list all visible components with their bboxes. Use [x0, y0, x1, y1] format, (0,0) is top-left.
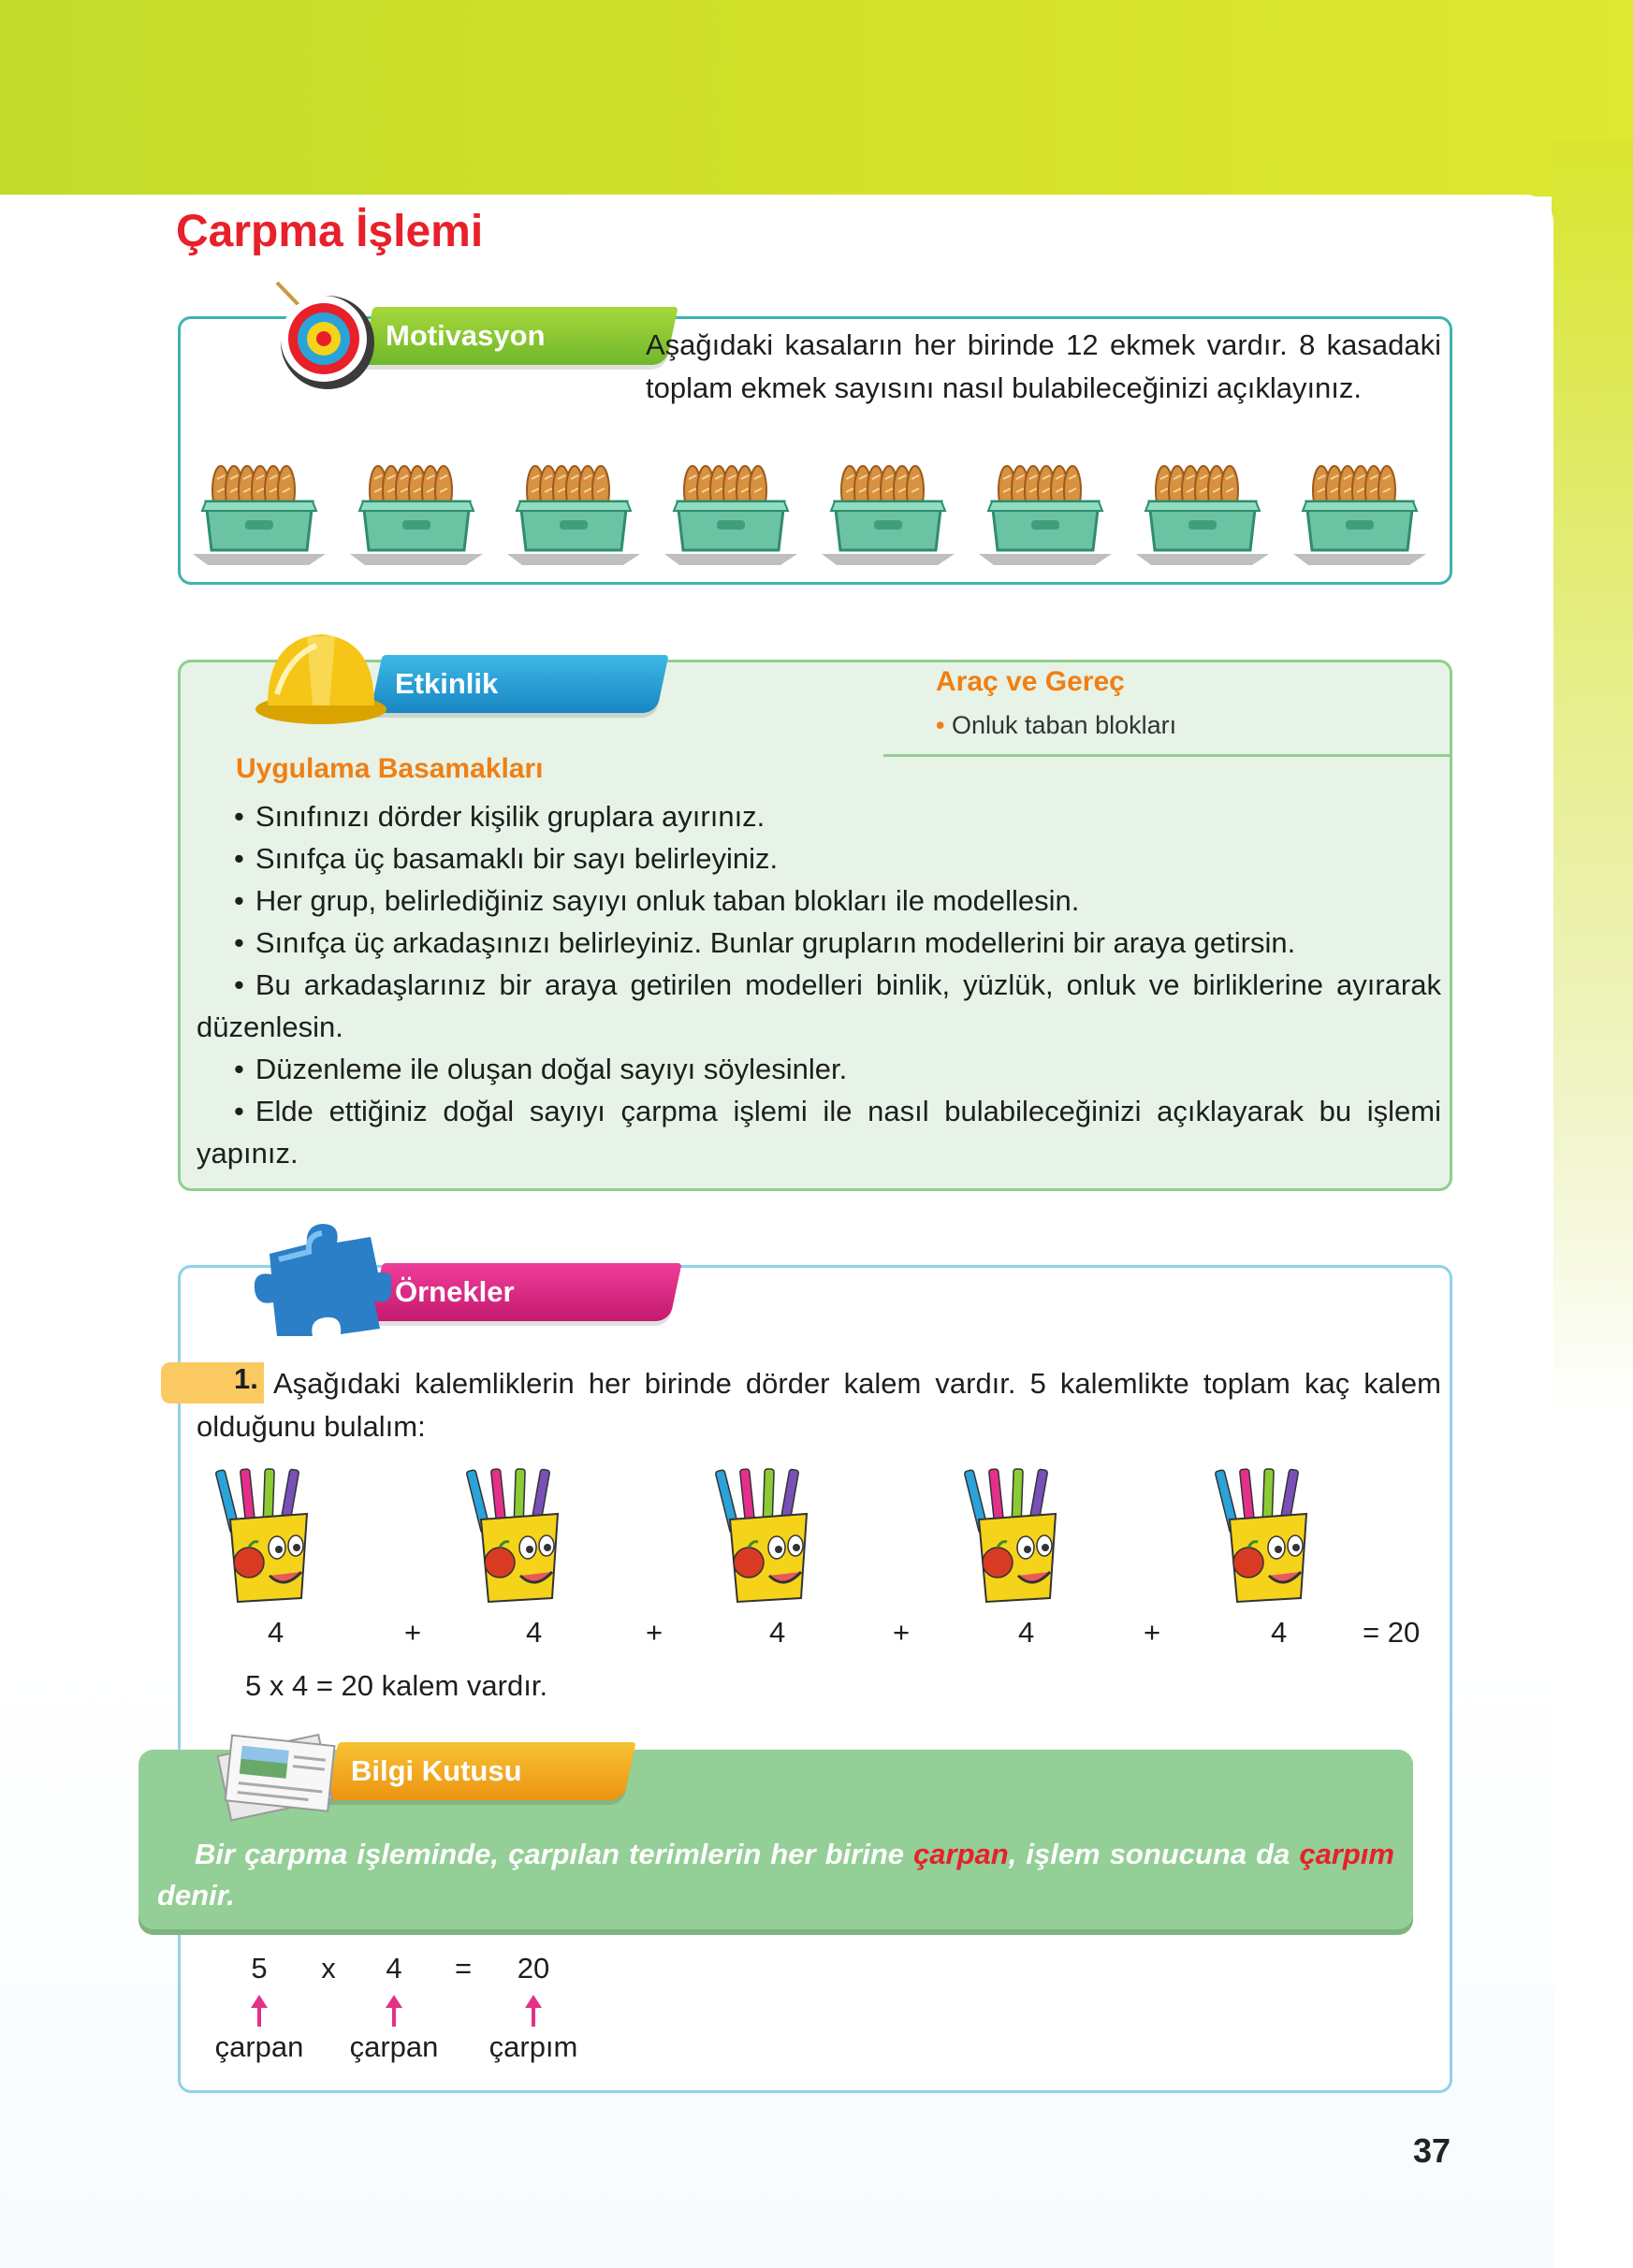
arrow-up-icon — [380, 1993, 408, 2028]
motivation-text: Aşağıdaki kasaların her birinde 12 ekmek vardır. 8 kasadaki toplam ekmek sayısını nasıl bulabileceğinizi açıklayınız. — [646, 328, 1441, 404]
step-item: • Bu arkadaşlarınız bir araya getirilen modelleri binlik, yüzlük, onluk ve birliklerine ayırarak düzenlesin. — [197, 964, 1441, 1048]
plus-sign: + — [1144, 1616, 1161, 1649]
term-carpim: çarpım — [1299, 1838, 1394, 1870]
factor-b: 4 — [386, 1952, 402, 1985]
papers-icon — [208, 1723, 348, 1825]
page-title: Çarpma İşlemi — [176, 207, 484, 256]
tools-heading: Araç ve Gereç — [936, 666, 1125, 697]
step-item: • Sınıfınızı dörder kişilik gruplara ayırınız. — [197, 795, 1441, 837]
activity-ribbon — [370, 655, 668, 713]
addend: 4 — [526, 1616, 543, 1649]
bread-crate-icon — [818, 449, 958, 566]
pencil-cup-icon — [460, 1461, 573, 1606]
factor-a: 5 — [251, 1952, 268, 1985]
tools-item-text: Onluk taban blokları — [951, 711, 1177, 739]
bread-crate-icon — [346, 449, 487, 566]
product: 20 — [517, 1952, 550, 1985]
arrow-up-icon — [519, 1993, 547, 2028]
right-color-band — [1552, 140, 1633, 2268]
result-sentence: 5 x 4 = 20 kalem vardır. — [245, 1669, 548, 1702]
addend: 4 — [769, 1616, 786, 1649]
bread-crate-icon — [503, 449, 644, 566]
bread-crate-icon — [1290, 449, 1430, 566]
activity-label: Etkinlik — [395, 667, 499, 700]
pencil-cup-icon — [958, 1461, 1071, 1606]
step-item: • Düzenleme ile oluşan doğal sayıyı söylesinler. — [197, 1048, 1441, 1090]
times-sign: x — [321, 1952, 336, 1985]
plus-sign: + — [646, 1616, 663, 1649]
bread-crate-icon — [661, 449, 801, 566]
top-color-band — [0, 0, 1633, 196]
addend: 4 — [1271, 1616, 1288, 1649]
puzzle-piece-icon — [251, 1216, 391, 1336]
info-ribbon — [326, 1742, 635, 1800]
steps-list — [197, 795, 1441, 1174]
plus-sign: + — [404, 1616, 422, 1649]
step-item: • Sınıfça üç arkadaşınızı belirleyiniz. Bunlar grupların modellerini bir araya getirsin. — [197, 922, 1441, 964]
example-text: Aşağıdaki kalemliklerin her birinde dörder kalem vardır. 5 kalemlikte toplam kaç kalem olduğunu bulalım: — [197, 1367, 1441, 1443]
bread-crate-icon — [1132, 449, 1273, 566]
addend: 4 — [1018, 1616, 1035, 1649]
sum-result: = 20 — [1363, 1616, 1421, 1649]
addend: 4 — [268, 1616, 284, 1649]
bread-crate-icon — [189, 449, 329, 566]
bread-crate-icon — [975, 449, 1115, 566]
tools-item — [936, 711, 1176, 740]
pencil-cup-icon — [709, 1461, 822, 1606]
arrow-up-icon — [245, 1993, 273, 2028]
info-label: Bilgi Kutusu — [351, 1754, 522, 1787]
info-text — [157, 1834, 1394, 1916]
page-number: 37 — [1413, 2131, 1451, 2170]
target-icon — [270, 279, 377, 393]
label-carpan: çarpan — [349, 2030, 439, 2063]
example-number: 1. — [234, 1362, 258, 1395]
motivation-ribbon — [360, 307, 678, 365]
tools-bullet: • — [936, 711, 945, 739]
step-item: • Elde ettiğiniz doğal sayıyı çarpma işlemi ile nasıl bulabileceğinizi açıklayarak bu işlemi yapınız. — [197, 1090, 1441, 1174]
examples-label: Örnekler — [395, 1275, 515, 1308]
info-text-part: Bir çarpma işleminde, çarpılan terimlerin her birine — [195, 1838, 914, 1870]
tools-divider — [883, 754, 1451, 757]
term-carpan: çarpan — [913, 1838, 1009, 1870]
steps-heading: Uygulama Basamakları — [236, 753, 544, 784]
equals-sign: = — [454, 1952, 473, 1985]
step-item: • Her grup, belirlediğiniz sayıyı onluk taban blokları ile modellesin. — [197, 880, 1441, 922]
examples-ribbon — [370, 1263, 681, 1321]
motivation-label: Motivasyon — [386, 319, 546, 352]
info-text-part: denir. — [157, 1879, 235, 1912]
step-item: • Sınıfça üç basamaklı bir sayı belirleyiniz. — [197, 837, 1441, 880]
pencil-cup-icon — [210, 1461, 322, 1606]
label-carpan: çarpan — [214, 2030, 304, 2063]
label-carpim: çarpım — [488, 2030, 578, 2063]
pencil-cup-icon — [1209, 1461, 1321, 1606]
hard-hat-icon — [251, 619, 391, 730]
plus-sign: + — [893, 1616, 911, 1649]
info-text-part: , işlem sonucuna da — [1008, 1838, 1300, 1870]
